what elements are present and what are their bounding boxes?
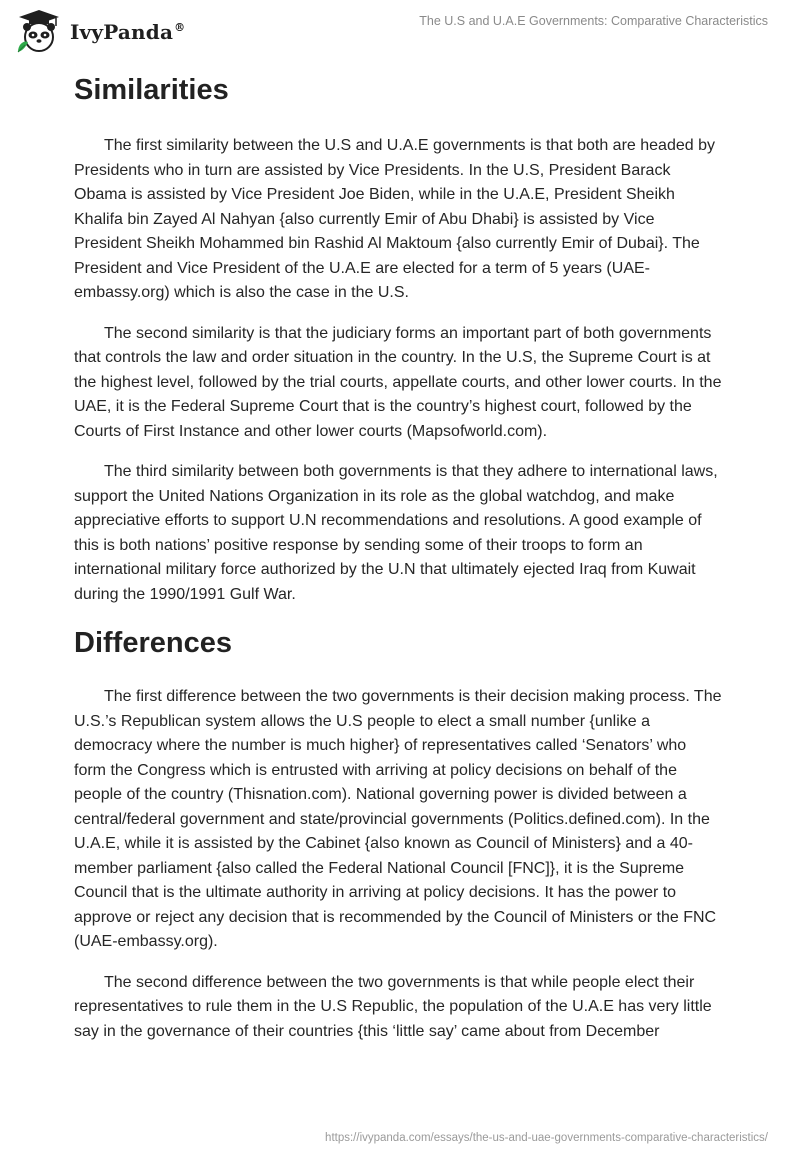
logo-name: IvyPanda bbox=[70, 20, 174, 44]
page-header bbox=[0, 0, 800, 64]
paragraph-similarity-1: The first similarity between the U.S and U.A.E governments is that both are headed by Presidents who in turn are assisted by Vice Presidents. In the U.S, President Barack Obama is assisted by Vice President Joe Biden, while in the U.A.E, President Sheikh Khalifa bin Zayed Al Nahyan {also currently Emir of Abu Dhabi} is assisted by Vice President Sheikh Mohammed bin Rashid Al Maktoum {also currently Emir of Dubai}. The President and Vice President of the U.A.E are elected for a term of 5 years (UAE-embassy.org) which is also the case in the U.S. bbox=[74, 137, 715, 301]
paragraph-similarity-3: The third similarity between both governments is that they adhere to international laws, support the United Nations Organization in its role as the global watchdog, and make appreciative efforts to support U.N recommendations and resolutions. A good example of this is both nations’ positive response by sending some of their troops to form an international military force authorized by the U.N that ultimately ejected Iraq from Kuwait during the 1990/1991 Gulf War. bbox=[74, 463, 718, 603]
source-url-link[interactable]: https://ivypanda.com/essays/the-us-and-uae-governments-comparative-characteristics/ bbox=[325, 1132, 768, 1144]
ivypanda-logo[interactable] bbox=[14, 8, 185, 56]
section-heading-differences: Differences bbox=[74, 627, 232, 659]
document-title: The U.S and U.A.E Governments: Comparative Characteristics bbox=[419, 14, 768, 28]
paragraph-difference-1: The first difference between the two governments is their decision making process. The U.S.’s Republican system allows the U.S people to elect a small number {unlike a democracy where the number is much higher} of representatives called ‘Senators’ who form the Congress which is entrusted with arriving at policy decisions on behalf of the people of the country (Thisnation.com). National governing power is divided between a central/federal government and state/provincial governments (Politics.defined.com). In the U.A.E, while it is assisted by the Cabinet {also known as Council of Ministers} and a 40-member parliament {also called the Federal National Council [FNC]}, it is the Supreme Council that is the ultimate authority in arriving at policy decisions. It has the power to approve or reject any decision that is recommended by the Council of Ministers or the FNC (UAE-embassy.org). bbox=[74, 688, 722, 950]
registered-mark: ® bbox=[174, 21, 186, 35]
paragraph-similarity-2: The second similarity is that the judiciary forms an important part of both governments that controls the law and order situation in the country. In the U.S, the Supreme Court is at the highest level, followed by the trial courts, appellate courts, and other lower courts. In the UAE, it is the Federal Supreme Court that is the country’s highest court, followed by the Courts of First Instance and other lower courts (Mapsofworld.com). bbox=[74, 324, 722, 440]
paragraph-difference-2: The second difference between the two governments is that while people elect their representatives to rule them in the U.S Republic, the population of the U.A.E has very little say in the governance of their countries {this ‘little say’ came about from December bbox=[74, 973, 712, 1040]
essay-content bbox=[74, 70, 722, 1060]
section-heading-similarities: Similarities bbox=[74, 74, 229, 106]
logo-text bbox=[70, 20, 185, 44]
panda-logo-icon bbox=[14, 8, 64, 56]
